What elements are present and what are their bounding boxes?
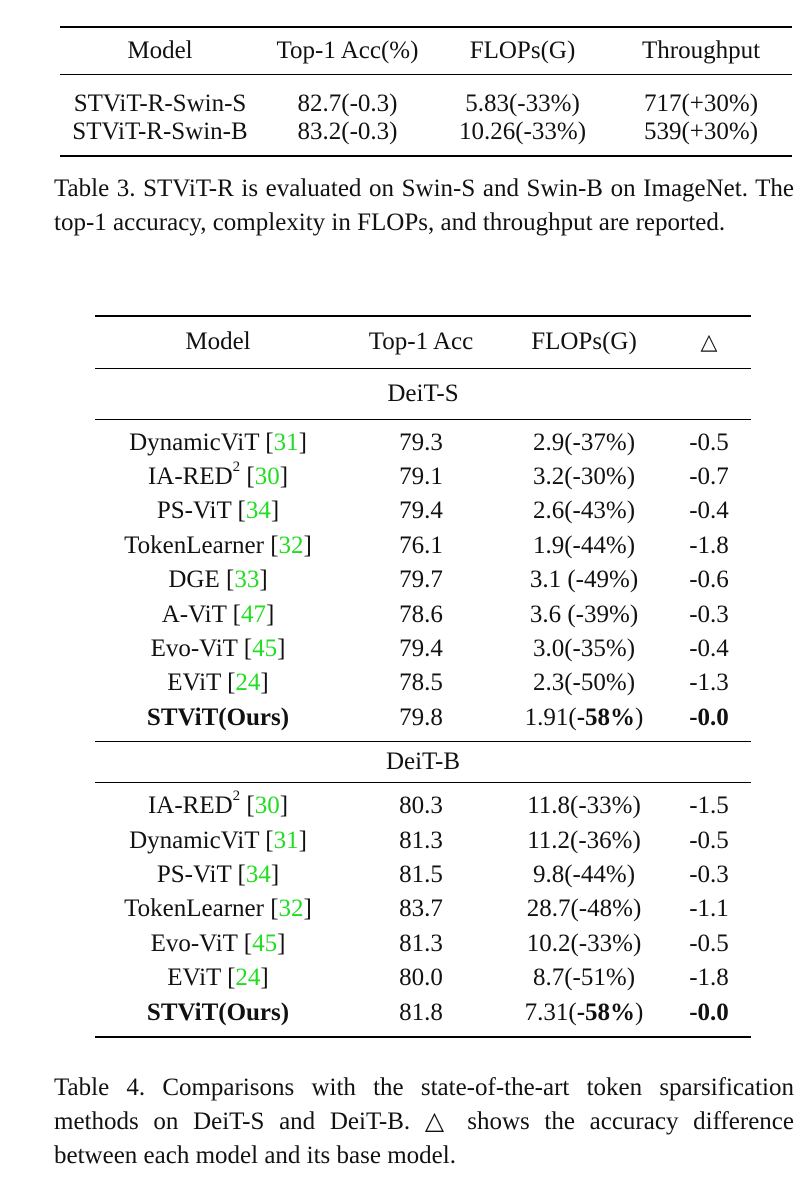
flops-cell: 3.0(-35%) <box>532 635 636 663</box>
acc-cell: 79.4 <box>399 635 443 663</box>
table3-header-top1: Top-1 Acc(%) <box>260 27 435 74</box>
table-row <box>60 74 792 118</box>
model-cell: DynamicViT [31] <box>129 428 307 456</box>
model-cell: EViT [24] <box>167 964 269 992</box>
acc-cell: 79.7 <box>399 566 443 594</box>
flops-cell: 11.2(-36%) <box>527 826 641 854</box>
table4-header-delta <box>667 316 751 368</box>
acc-cell: 81.3 <box>399 929 443 957</box>
group-title: DeiT-S <box>95 368 751 419</box>
acc-cell: 76.1 <box>399 531 443 559</box>
citation-link[interactable]: 30 <box>254 463 280 491</box>
model-name: Evo-ViT <box>150 635 238 663</box>
table3-header-flops: FLOPs(G) <box>435 27 610 74</box>
table3-cell: 5.83(-33%) <box>465 90 580 117</box>
group-header-row <box>95 368 751 419</box>
citation-link[interactable]: 45 <box>252 635 278 663</box>
table3-cell: 10.26(-33%) <box>458 118 587 145</box>
table3-cell: STViT-R-Swin-S <box>73 90 247 117</box>
citation-link[interactable]: 32 <box>278 531 304 559</box>
table3-cell: 83.2(-0.3) <box>297 118 398 145</box>
model-superscript: 2 <box>232 788 241 805</box>
citation-link[interactable]: 30 <box>254 792 280 820</box>
delta-cell: -0.0 <box>689 998 729 1026</box>
table-row-ours <box>95 995 751 1036</box>
table-row <box>95 494 751 528</box>
table4-header-model: Model <box>95 316 341 368</box>
table3-cell: 539(+30%) <box>643 118 759 145</box>
flops-cell: 8.7(-51%) <box>532 964 636 992</box>
model-name: Evo-ViT <box>150 929 238 957</box>
model-superscript: 2 <box>232 459 241 476</box>
flops-cell <box>501 995 667 1036</box>
acc-cell: 81.8 <box>399 998 443 1026</box>
delta-cell: -1.3 <box>689 669 729 697</box>
model-cell: A-ViT [47] <box>161 600 275 628</box>
table-row <box>60 118 792 156</box>
model-name: DynamicViT <box>129 428 260 456</box>
table3-cell: 82.7(-0.3) <box>297 90 398 117</box>
table-row <box>95 961 751 995</box>
acc-cell: 80.3 <box>399 792 443 820</box>
table-row-ours <box>95 701 751 742</box>
table3-caption: Table 3. STViT-R is evaluated on Swin-S and Swin-B on ImageNet. The top-1 accuracy, complexity in FLOPs, and throughput are reported. <box>54 175 794 236</box>
citation-link[interactable]: 33 <box>234 566 260 594</box>
flops-cell: 2.6(-43%) <box>532 497 636 525</box>
flops-cell: 10.2(-33%) <box>526 929 642 957</box>
table-row <box>95 892 751 926</box>
table4-header-flops: FLOPs(G) <box>501 316 667 368</box>
acc-cell: 79.8 <box>399 703 443 731</box>
model-name: DynamicViT <box>129 826 260 854</box>
delta-cell: -0.0 <box>689 703 729 731</box>
table-row <box>95 927 751 961</box>
table4-caption: Table 4. Comparisons with the state-of-the-art token sparsification methods on DeiT-S and DeiT-B. △ shows the accuracy difference between each model and its base model. <box>54 1074 794 1169</box>
model-name: PS-ViT <box>156 497 232 525</box>
acc-cell: 79.3 <box>399 428 443 456</box>
citation-link[interactable]: 32 <box>278 895 304 923</box>
model-name: A-ViT <box>161 600 227 628</box>
flops-cell: 3.6 (-39%) <box>529 600 639 628</box>
acc-cell: 78.6 <box>399 600 443 628</box>
table-4 <box>95 315 751 1038</box>
citation-link[interactable]: 24 <box>235 669 261 697</box>
delta-cell: -0.4 <box>689 497 729 525</box>
model-name: IA-RED <box>147 792 233 820</box>
citation-link[interactable]: 45 <box>252 929 278 957</box>
model-name-ours: STViT(Ours) <box>146 703 290 731</box>
flops-close: ) <box>635 998 644 1026</box>
model-name: TokenLearner <box>124 531 264 559</box>
table-row <box>95 858 751 892</box>
flops-cell: 11.8(-33%) <box>527 792 641 820</box>
model-cell: Evo-ViT [45] <box>150 929 286 957</box>
acc-cell: 81.5 <box>399 860 443 888</box>
acc-cell: 80.0 <box>399 964 443 992</box>
model-cell: IA-RED$^2$ [30] <box>147 459 289 491</box>
table-row <box>95 529 751 563</box>
model-cell: DGE [33] <box>168 566 268 594</box>
acc-cell: 78.5 <box>399 669 443 697</box>
flops-close: ) <box>635 703 644 731</box>
model-cell: PS-ViT [34] <box>156 497 280 525</box>
delta-cell: -1.8 <box>689 964 729 992</box>
table-row <box>95 666 751 700</box>
acc-cell: 81.3 <box>399 826 443 854</box>
model-name: EViT <box>167 669 221 697</box>
delta-cell: -0.6 <box>689 566 729 594</box>
table3-header-throughput: Throughput <box>610 27 792 74</box>
flops-cell: 28.7(-48%) <box>526 895 642 923</box>
delta-cell: -0.3 <box>689 860 729 888</box>
table-row <box>95 783 751 824</box>
model-name: EViT <box>167 964 221 992</box>
delta-cell: -0.4 <box>689 635 729 663</box>
model-cell: TokenLearner [32] <box>124 895 312 923</box>
model-name: IA-RED <box>147 463 233 491</box>
table-row <box>95 460 751 494</box>
flops-cell: 9.8(-44%) <box>532 860 636 888</box>
acc-cell: 79.1 <box>399 463 443 491</box>
table3-cell: 717(+30%) <box>643 90 759 117</box>
delta-cell: -1.5 <box>689 792 729 820</box>
acc-cell: 83.7 <box>399 895 443 923</box>
model-name: PS-ViT <box>156 860 232 888</box>
delta-cell: -1.1 <box>689 895 729 923</box>
table4-header-top1: Top-1 Acc <box>341 316 501 368</box>
table3-cell: STViT-R-Swin-B <box>72 118 248 145</box>
citation-link[interactable]: 24 <box>235 964 261 992</box>
citation-link[interactable]: 34 <box>245 497 271 525</box>
delta-cell: -0.7 <box>689 463 729 491</box>
table3-header-model: Model <box>60 27 260 74</box>
delta-cell: -1.8 <box>689 531 729 559</box>
group-header-row <box>95 742 751 783</box>
citation-link[interactable]: 34 <box>245 860 271 888</box>
table-row <box>95 597 751 631</box>
delta-cell: -0.5 <box>689 826 729 854</box>
delta-icon: △ <box>700 330 718 356</box>
table-row <box>95 823 751 857</box>
citation-link[interactable]: 47 <box>240 600 266 628</box>
delta-cell: -0.5 <box>689 929 729 957</box>
flops-cell: 2.3(-50%) <box>532 669 636 697</box>
flops-percent: -58% <box>576 703 636 731</box>
citation-link[interactable]: 31 <box>273 428 299 456</box>
model-cell: IA-RED$^2$ [30] <box>147 788 289 820</box>
flops-cell: 1.9(-44%) <box>532 531 636 559</box>
acc-cell: 79.4 <box>399 497 443 525</box>
table-row <box>95 563 751 597</box>
model-name: DGE <box>168 566 220 594</box>
delta-cell: -0.3 <box>689 600 729 628</box>
flops-value: 1.91( <box>524 703 577 731</box>
model-cell: EViT [24] <box>167 669 269 697</box>
group-title: DeiT-B <box>95 742 751 783</box>
model-cell: PS-ViT [34] <box>156 860 280 888</box>
model-cell: DynamicViT [31] <box>129 826 307 854</box>
flops-percent: -58% <box>576 998 636 1026</box>
table-row <box>95 632 751 666</box>
delta-cell: -0.5 <box>689 428 729 456</box>
flops-value: 7.31( <box>524 998 577 1026</box>
table-row <box>95 419 751 460</box>
flops-cell: 3.2(-30%) <box>532 463 636 491</box>
flops-cell: 3.1 (-49%) <box>529 566 639 594</box>
model-cell: TokenLearner [32] <box>124 531 312 559</box>
citation-link[interactable]: 31 <box>273 826 299 854</box>
model-name: TokenLearner <box>124 895 264 923</box>
flops-cell <box>501 701 667 742</box>
model-cell: Evo-ViT [45] <box>150 635 286 663</box>
table-3 <box>60 26 792 157</box>
model-name-ours: STViT(Ours) <box>146 998 290 1026</box>
flops-cell: 2.9(-37%) <box>532 428 636 456</box>
